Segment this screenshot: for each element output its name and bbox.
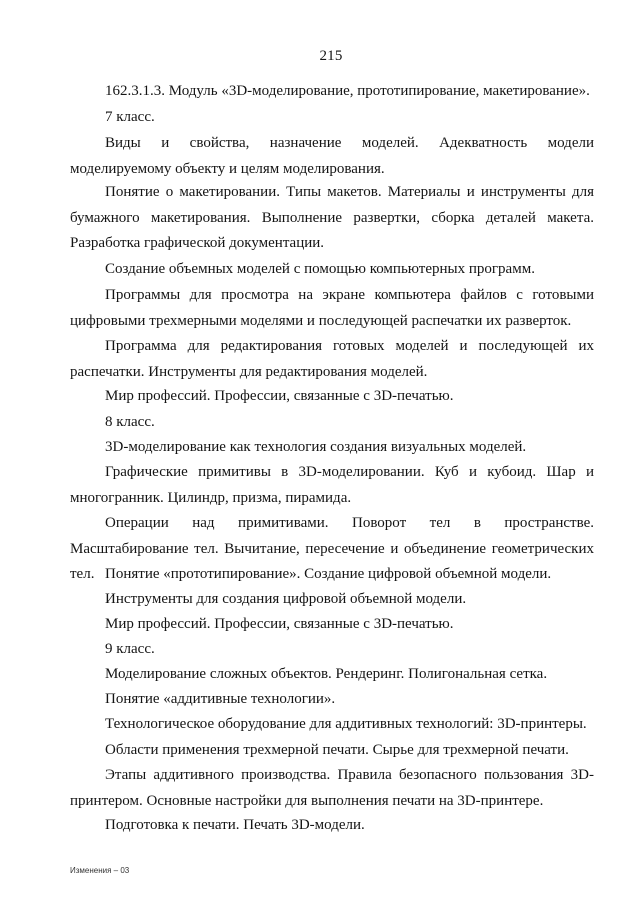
paragraph-viewer-programs: Программы для просмотра на экране компьютера файлов с готовыми цифровыми трехмерными моделями и последующей распечатки их разверток. (70, 287, 594, 329)
paragraph-professions-7: Мир профессий. Профессии, связанные с 3D-печатью. (105, 388, 454, 404)
paragraph-3d-modeling: 3D-моделирование как технология создания визуальных моделей. (105, 439, 527, 455)
grade-heading-8: 8 класс. (105, 414, 155, 430)
paragraph-complex-objects: Моделирование сложных объектов. Рендеринг. Полигональная сетка. (105, 666, 548, 682)
section-heading: 162.3.1.3. Модуль «3D-моделирование, прототипирование, макетирование». (105, 83, 590, 99)
paragraph-prototyping-concept: Понятие «прототипирование». Создание цифровой объемной модели. (105, 566, 552, 582)
paragraph-production-stages: Этапы аддитивного производства. Правила безопасного пользования 3D-принтером. Основные настройки для выполнения печати на 3D-принтере. (70, 767, 594, 809)
paragraph-print-prep: Подготовка к печати. Печать 3D-модели. (105, 817, 365, 833)
paragraph-models: Виды и свойства, назначение моделей. Адекватность модели моделируемому объекту и целям моделирования. (70, 135, 594, 177)
grade-heading-7: 7 класс. (105, 109, 155, 125)
paragraph-volume-models: Создание объемных моделей с помощью компьютерных программ. (105, 261, 535, 277)
grade-heading-9: 9 класс. (105, 641, 155, 657)
paragraph-professions-8: Мир профессий. Профессии, связанные с 3D-печатью. (105, 616, 454, 632)
paragraph-editor-program: Программа для редактирования готовых моделей и последующей их распечатки. Инструменты для редактирования моделей. (70, 338, 594, 380)
paragraph-prototyping: Понятие о макетировании. Типы макетов. Материалы и инструменты для бумажного макетирования. Выполнение развертки, сборка деталей макета. Разработка графической документации. (70, 184, 594, 251)
paragraph-equipment: Технологическое оборудование для аддитивных технологий: 3D-принтеры. (105, 716, 587, 732)
paragraph-applications: Области применения трехмерной печати. Сырье для трехмерной печати. (105, 742, 569, 758)
page-number: 215 (319, 48, 343, 64)
paragraph-operations: Операции над примитивами. Поворот тел в пространстве. Масштабирование тел. Вычитание, пересечение и объединение геометрических тел. (70, 515, 594, 582)
paragraph-primitives: Графические примитивы в 3D-моделировании. Куб и кубоид. Шар и многогранник. Цилиндр, призма, пирамида. (70, 464, 594, 506)
revision-note: Изменения – 03 (70, 866, 130, 875)
paragraph-additive-concept: Понятие «аддитивные технологии». (105, 691, 336, 707)
paragraph-modeling-tools: Инструменты для создания цифровой объемной модели. (105, 591, 467, 607)
